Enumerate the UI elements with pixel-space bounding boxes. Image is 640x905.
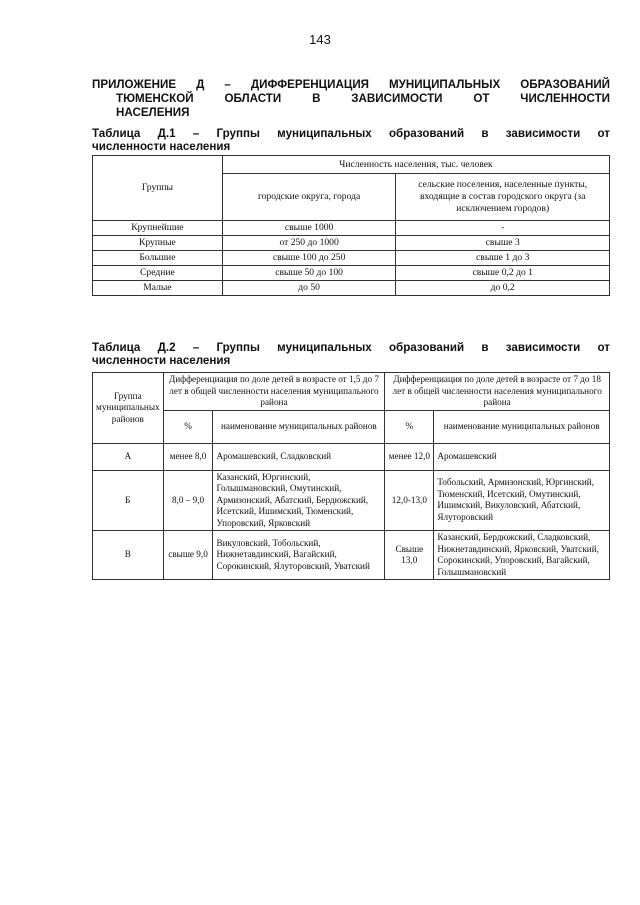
table-population-groups <box>92 155 610 296</box>
table-row <box>93 251 610 266</box>
row-rural: до 0,2 <box>396 281 610 296</box>
appendix-title <box>92 78 610 120</box>
row-names-1: Аромашевский, Сладковский <box>213 443 385 470</box>
table1-caption-line-2: численности населения <box>92 140 231 153</box>
table1-caption <box>92 127 610 153</box>
table2-caption-line-2: численности населения <box>92 354 231 367</box>
header-group: Группа муниципальных районов <box>93 373 164 444</box>
header-diff-7-18: Дифференциация по доле детей в возрасте от 7 до 18 лет в общей численности населения муниципального района <box>385 373 610 411</box>
row-urban: от 250 до 1000 <box>222 236 396 251</box>
row-pct-1: свыше 9,0 <box>163 531 213 580</box>
row-pct-1: 8,0 – 9,0 <box>163 470 213 531</box>
table2-caption-line-1: Таблица Д.2 – Группы муниципальных образований в зависимости от <box>92 341 610 354</box>
row-rural: - <box>396 221 610 236</box>
header-population: Численность населения, тыс. человек <box>222 156 609 174</box>
row-group: А <box>93 443 164 470</box>
row-group: В <box>93 531 164 580</box>
table-row <box>93 266 610 281</box>
row-rural: свыше 0,2 до 1 <box>396 266 610 281</box>
header-district-names-2: наименование муниципальных районов <box>434 410 610 443</box>
table-row <box>93 236 610 251</box>
row-names-2: Тобольский, Армизонский, Юргинский, Тюменский, Исетский, Омутинский, Ишимский, Викуловский, Абатский, Ялуторовский <box>434 470 610 531</box>
header-percent-2: % <box>385 410 434 443</box>
table-row <box>93 221 610 236</box>
row-pct-1: менее 8,0 <box>163 443 213 470</box>
row-group: Малые <box>93 281 223 296</box>
row-urban: свыше 50 до 100 <box>222 266 396 281</box>
row-group: Крупнейшие <box>93 221 223 236</box>
appendix-title-line-1: ПРИЛОЖЕНИЕ Д – ДИФФЕРЕНЦИАЦИЯ МУНИЦИПАЛЬНЫХ ОБРАЗОВАНИЙ <box>92 78 610 91</box>
row-pct-2: менее 12,0 <box>385 443 434 470</box>
row-group: Крупные <box>93 236 223 251</box>
appendix-title-line-3: НАСЕЛЕНИЯ <box>116 106 190 119</box>
header-urban: городские округа, города <box>222 174 396 221</box>
appendix-title-line-2: ТЮМЕНСКОЙ ОБЛАСТИ В ЗАВИСИМОСТИ ОТ ЧИСЛЕННОСТИ <box>116 92 610 105</box>
row-names-1: Казанский, Юргинский, Голышмановский, Омутинский, Армизонский, Абатский, Бердюжский, Исетский, Ишимский, Тюменский, Упоровский, Ярковский <box>213 470 385 531</box>
header-diff-1-5-7: Дифференциация по доле детей в возрасте от 1,5 до 7 лет в общей численности населения муниципального района <box>163 373 385 411</box>
row-pct-2: 12,0-13,0 <box>385 470 434 531</box>
row-rural: свыше 3 <box>396 236 610 251</box>
table1-caption-line-1: Таблица Д.1 – Группы муниципальных образований в зависимости от <box>92 127 610 140</box>
row-pct-2: Свыше 13,0 <box>385 531 434 580</box>
page-number: 143 <box>309 32 331 47</box>
row-urban: свыше 100 до 250 <box>222 251 396 266</box>
header-rural: сельские поселения, населенные пункты, входящие в состав городского округа (за исключением городов) <box>396 174 610 221</box>
row-urban: до 50 <box>222 281 396 296</box>
table-child-share-groups <box>92 372 610 580</box>
row-names-2: Аромашевский <box>434 443 610 470</box>
row-rural: свыше 1 до 3 <box>396 251 610 266</box>
row-group: Средние <box>93 266 223 281</box>
table-row <box>93 470 610 531</box>
row-urban: свыше 1000 <box>222 221 396 236</box>
row-names-2: Казанский, Бердюжский, Сладковский, Нижнетавдинский, Ярковский, Уватский, Сорокинский, Упоровский, Вагайский, Голышмановский <box>434 531 610 580</box>
row-names-1: Викуловский, Тобольский, Нижнетавдинский, Вагайский, Сорокинский, Ялуторовский, Уватский <box>213 531 385 580</box>
header-groups: Группы <box>93 156 223 221</box>
row-group: Большие <box>93 251 223 266</box>
table-row <box>93 281 610 296</box>
table-row <box>93 531 610 580</box>
row-group: Б <box>93 470 164 531</box>
header-percent-1: % <box>163 410 213 443</box>
table-row <box>93 443 610 470</box>
table2-caption <box>92 341 610 367</box>
header-district-names-1: наименование муниципальных районов <box>213 410 385 443</box>
